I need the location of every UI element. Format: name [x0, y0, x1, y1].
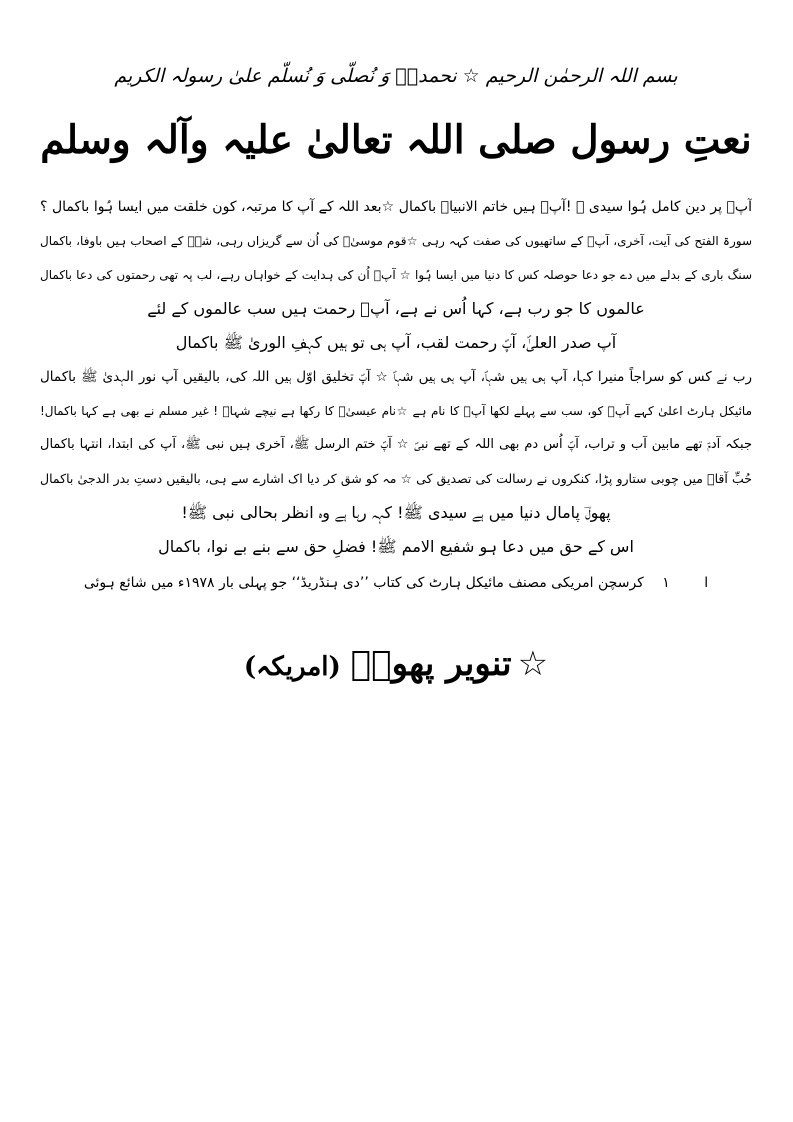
footnote-text: کرسچن امریکی مصنف مائیکل ہارٹ کی کتاب ’’دی ہنڈریڈ‘‘ جو پہلی بار ۱۹۷۸ء میں شائع ہوئی: [83, 575, 644, 591]
author-name: تنویر پھولؔ: [350, 644, 512, 684]
document-body: [40, 58, 752, 692]
author-location: (امریکہ): [243, 652, 341, 682]
star-icon: ☆: [517, 644, 549, 684]
verse-line-10: پھولؔ پامال دنیا میں ہے سیدی ﷺ! کہہ رہا ہے وہ انظر بحالی نبی ﷺ!: [181, 503, 611, 522]
verse-line-2: سورۃ الفتح کی آیت، آخری، آپؐ کے ساتھیوں کی صفت کہہ رہی ☆قوم موسیٰؑ کی اُن سے گریزاں رہی، شہؐ کے اصحاب ہیں باوفا، باکمال: [40, 234, 752, 248]
naat-title: نعتِ رسول صلی اللہ تعالیٰ علیہ وآلہ وسلم: [40, 117, 752, 163]
verse-line-1: آپؐ پر دین کامل ہُوا سیدی ﷺ !آپؐ ہیں خاتم الانبیاؑ باکمال ☆بعد اللہ کے آپ کا مرتبہ، کون خلقت میں ایسا ہُوا باکمال ؟: [40, 199, 752, 215]
verse-line-6: رب نے کس کو سراجاً منیرا کہا، آپ ہی ہیں شہاؐ، آپ ہی ہیں شہاؐ ☆ آپؐ تخلیق اوّل ہیں اللہ کی، بالیقیں آپ نور الہدیٰ ﷺ باکمال: [40, 369, 752, 385]
verse-line-11: اس کے حق میں دعا ہو شفیع الامم ﷺ! فضلِ حق سے بنے بے نوا، باکمال: [158, 537, 634, 556]
verse-line-8: جبکہ آدمؑ تھے مابین آب و تراب، آپؐ اُس دم بھی اللہ کے تھے نبیؐ ☆ آپؐ ختم الرسل ﷺ، آخری ہیں نبی ﷺ، آپ کی ابتدا، انتہا باکمال: [40, 437, 752, 452]
footnote: [40, 570, 752, 596]
footnote-number: ۱: [662, 575, 670, 591]
verse-line-4: عالموں کا جو رب ہے، کہا اُس نے ہے، آپؐ رحمت ہیں سب عالموں کے لئے: [147, 299, 645, 318]
verse-line-5: آپ صدر العلیٰؐ، آپؐ رحمت لقب، آپ ہی تو ہیں کہفِ الوریٰ ﷺ باکمال: [175, 333, 617, 352]
footnote-mark: ا: [704, 575, 709, 591]
author-signature: [40, 636, 752, 692]
verse-line-9: حُبِّ آقاؐ میں چوبی ستارو پڑا، کنکروں نے رسالت کی تصدیق کی ☆ مہ کو شق کر دیا اک اشارے سے ہی، بالیقیں دستِ بدر الدجیٰ باکمال: [40, 471, 752, 486]
verse-line-7: مائیکل ہارٹ اعلیٰ کہے آپؐ کو، سب سے پہلے لکھا آپؐ کا نام ہے ☆نام عیسیٰؑ کا رکھا ہے نیچے شہاؐ ! غیر مسلم نے بھی ہے کہا باکمال!: [40, 404, 752, 418]
verse-block: [40, 190, 752, 564]
verse-line-3: سنگ باری کے بدلے میں دے جو دعا حوصلہ کس کا دنیا میں ایسا ہُوا ☆ آپؐ اُن کی ہدایت کے خواہاں رہے، لب پہ تھی رحمتوں کی دعا باکمال: [40, 268, 752, 282]
invocation-line: بسم اللہ الرحمٰن الرحیم ☆ نحمدہٗ وَ نُصلّی وَ نُسلّم علیٰ رسولہ الکریم: [114, 65, 678, 87]
